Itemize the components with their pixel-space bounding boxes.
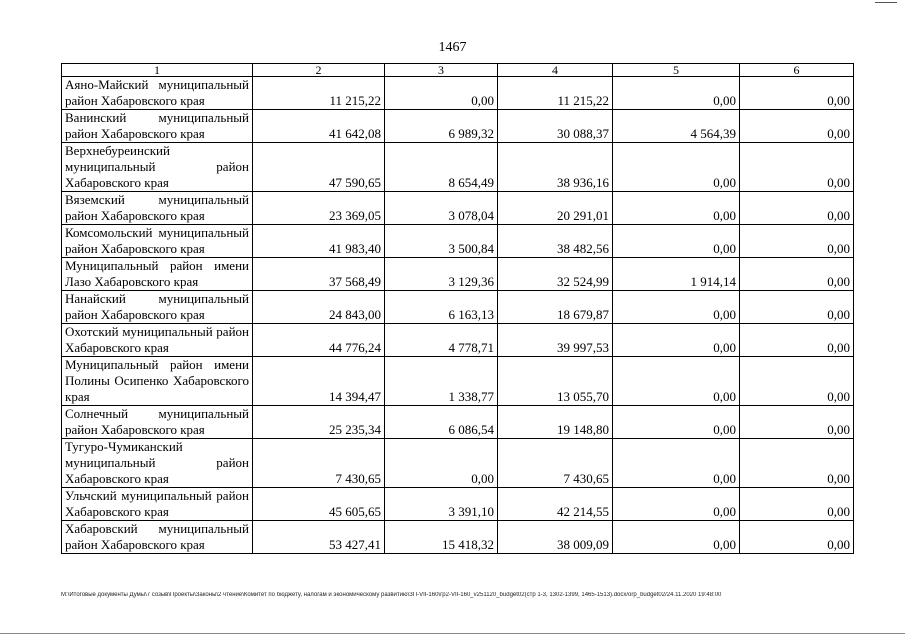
value-cell: 0,00 — [740, 357, 854, 406]
value-cell: 18 679,87 — [498, 291, 613, 324]
table-row — [62, 439, 854, 488]
value-cell: 0,00 — [613, 488, 740, 521]
value-cell: 0,00 — [613, 357, 740, 406]
corner-mark — [875, 2, 897, 3]
district-name: Муниципальный район имени Полины Осипенко Хабаровского края — [62, 357, 253, 406]
column-header: 4 — [498, 64, 613, 77]
value-cell: 53 427,41 — [253, 521, 385, 554]
page-number: 1467 — [438, 40, 467, 55]
district-name: Тугуро-Чумиканский муниципальный район Хабаровского края — [62, 439, 253, 488]
value-cell: 1 338,77 — [385, 357, 498, 406]
district-name: Охотский муниципальный район Хабаровского края — [62, 324, 253, 357]
table-row — [62, 143, 854, 192]
value-cell: 38 936,16 — [498, 143, 613, 192]
value-cell: 0,00 — [613, 324, 740, 357]
district-name: Нанайский муниципальный район Хабаровского края — [62, 291, 253, 324]
value-cell: 0,00 — [740, 439, 854, 488]
value-cell: 6 989,32 — [385, 110, 498, 143]
value-cell: 32 524,99 — [498, 258, 613, 291]
value-cell: 4 778,71 — [385, 324, 498, 357]
value-cell: 0,00 — [740, 192, 854, 225]
table-row — [62, 357, 854, 406]
table-row — [62, 110, 854, 143]
table-body — [62, 77, 854, 554]
value-cell: 6 086,54 — [385, 406, 498, 439]
table-row — [62, 488, 854, 521]
district-name: Ванинский муниципальный район Хабаровского края — [62, 110, 253, 143]
value-cell: 0,00 — [613, 225, 740, 258]
value-cell: 0,00 — [740, 77, 854, 110]
district-name: Хабаровский муниципальный район Хабаровского края — [62, 521, 253, 554]
value-cell: 8 654,49 — [385, 143, 498, 192]
value-cell: 1 914,14 — [613, 258, 740, 291]
value-cell: 39 997,53 — [498, 324, 613, 357]
table-row — [62, 406, 854, 439]
district-name: Аяно-Майский муниципальный район Хабаровского края — [62, 77, 253, 110]
value-cell: 0,00 — [613, 406, 740, 439]
value-cell: 0,00 — [740, 225, 854, 258]
value-cell: 0,00 — [385, 77, 498, 110]
value-cell: 0,00 — [740, 143, 854, 192]
value-cell: 0,00 — [740, 406, 854, 439]
value-cell: 4 564,39 — [613, 110, 740, 143]
value-cell: 3 078,04 — [385, 192, 498, 225]
value-cell: 7 430,65 — [498, 439, 613, 488]
district-name: Муниципальный район имени Лазо Хабаровского края — [62, 258, 253, 291]
value-cell: 38 482,56 — [498, 225, 613, 258]
district-name: Вяземский муниципальный район Хабаровского края — [62, 192, 253, 225]
value-cell: 0,00 — [613, 291, 740, 324]
value-cell: 0,00 — [613, 521, 740, 554]
value-cell: 0,00 — [740, 291, 854, 324]
column-header: 2 — [253, 64, 385, 77]
value-cell: 41 983,40 — [253, 225, 385, 258]
value-cell: 41 642,08 — [253, 110, 385, 143]
table-row — [62, 192, 854, 225]
value-cell: 11 215,22 — [498, 77, 613, 110]
value-cell: 13 055,70 — [498, 357, 613, 406]
value-cell: 30 088,37 — [498, 110, 613, 143]
column-header: 6 — [740, 64, 854, 77]
district-name: Ульчский муниципальный район Хабаровского края — [62, 488, 253, 521]
value-cell: 47 590,65 — [253, 143, 385, 192]
value-cell: 38 009,09 — [498, 521, 613, 554]
district-name: Верхнебуреинский муниципальный район Хабаровского края — [62, 143, 253, 192]
value-cell: 11 215,22 — [253, 77, 385, 110]
value-cell: 15 418,32 — [385, 521, 498, 554]
file-path-footer: M:\Итоговые документы Думы\7 созыв\Проекты\Законы\2 чтение\Комитет по бюджету, налогам и экономическому развитию\ЗП-VII-160\гр2-VII-160_v251120_budget02(стр 1-3, 1302-1399, 1465-1513).docx/orp_budget02/24.11.2020 19:48:00 — [61, 592, 722, 598]
table-row — [62, 521, 854, 554]
value-cell: 0,00 — [740, 521, 854, 554]
value-cell: 45 605,65 — [253, 488, 385, 521]
value-cell: 42 214,55 — [498, 488, 613, 521]
value-cell: 37 568,49 — [253, 258, 385, 291]
value-cell: 0,00 — [740, 324, 854, 357]
value-cell: 0,00 — [740, 258, 854, 291]
value-cell: 14 394,47 — [253, 357, 385, 406]
table-row — [62, 291, 854, 324]
value-cell: 20 291,01 — [498, 192, 613, 225]
table-row — [62, 258, 854, 291]
value-cell: 25 235,34 — [253, 406, 385, 439]
column-header: 5 — [613, 64, 740, 77]
value-cell: 3 129,36 — [385, 258, 498, 291]
value-cell: 3 500,84 — [385, 225, 498, 258]
value-cell: 3 391,10 — [385, 488, 498, 521]
value-cell: 0,00 — [740, 488, 854, 521]
value-cell: 23 369,05 — [253, 192, 385, 225]
value-cell: 6 163,13 — [385, 291, 498, 324]
value-cell: 19 148,80 — [498, 406, 613, 439]
value-cell: 0,00 — [740, 110, 854, 143]
value-cell: 44 776,24 — [253, 324, 385, 357]
district-name: Солнечный муниципальный район Хабаровского края — [62, 406, 253, 439]
table-row — [62, 324, 854, 357]
header-row — [62, 64, 854, 77]
table-row — [62, 77, 854, 110]
column-header: 3 — [385, 64, 498, 77]
budget-table — [61, 63, 854, 554]
value-cell: 7 430,65 — [253, 439, 385, 488]
bottom-rule — [0, 633, 905, 634]
value-cell: 0,00 — [613, 192, 740, 225]
district-name: Комсомольский муниципальный район Хабаровского края — [62, 225, 253, 258]
value-cell: 0,00 — [613, 77, 740, 110]
table-row — [62, 225, 854, 258]
value-cell: 0,00 — [613, 439, 740, 488]
value-cell: 24 843,00 — [253, 291, 385, 324]
column-header: 1 — [62, 64, 253, 77]
value-cell: 0,00 — [385, 439, 498, 488]
value-cell: 0,00 — [613, 143, 740, 192]
